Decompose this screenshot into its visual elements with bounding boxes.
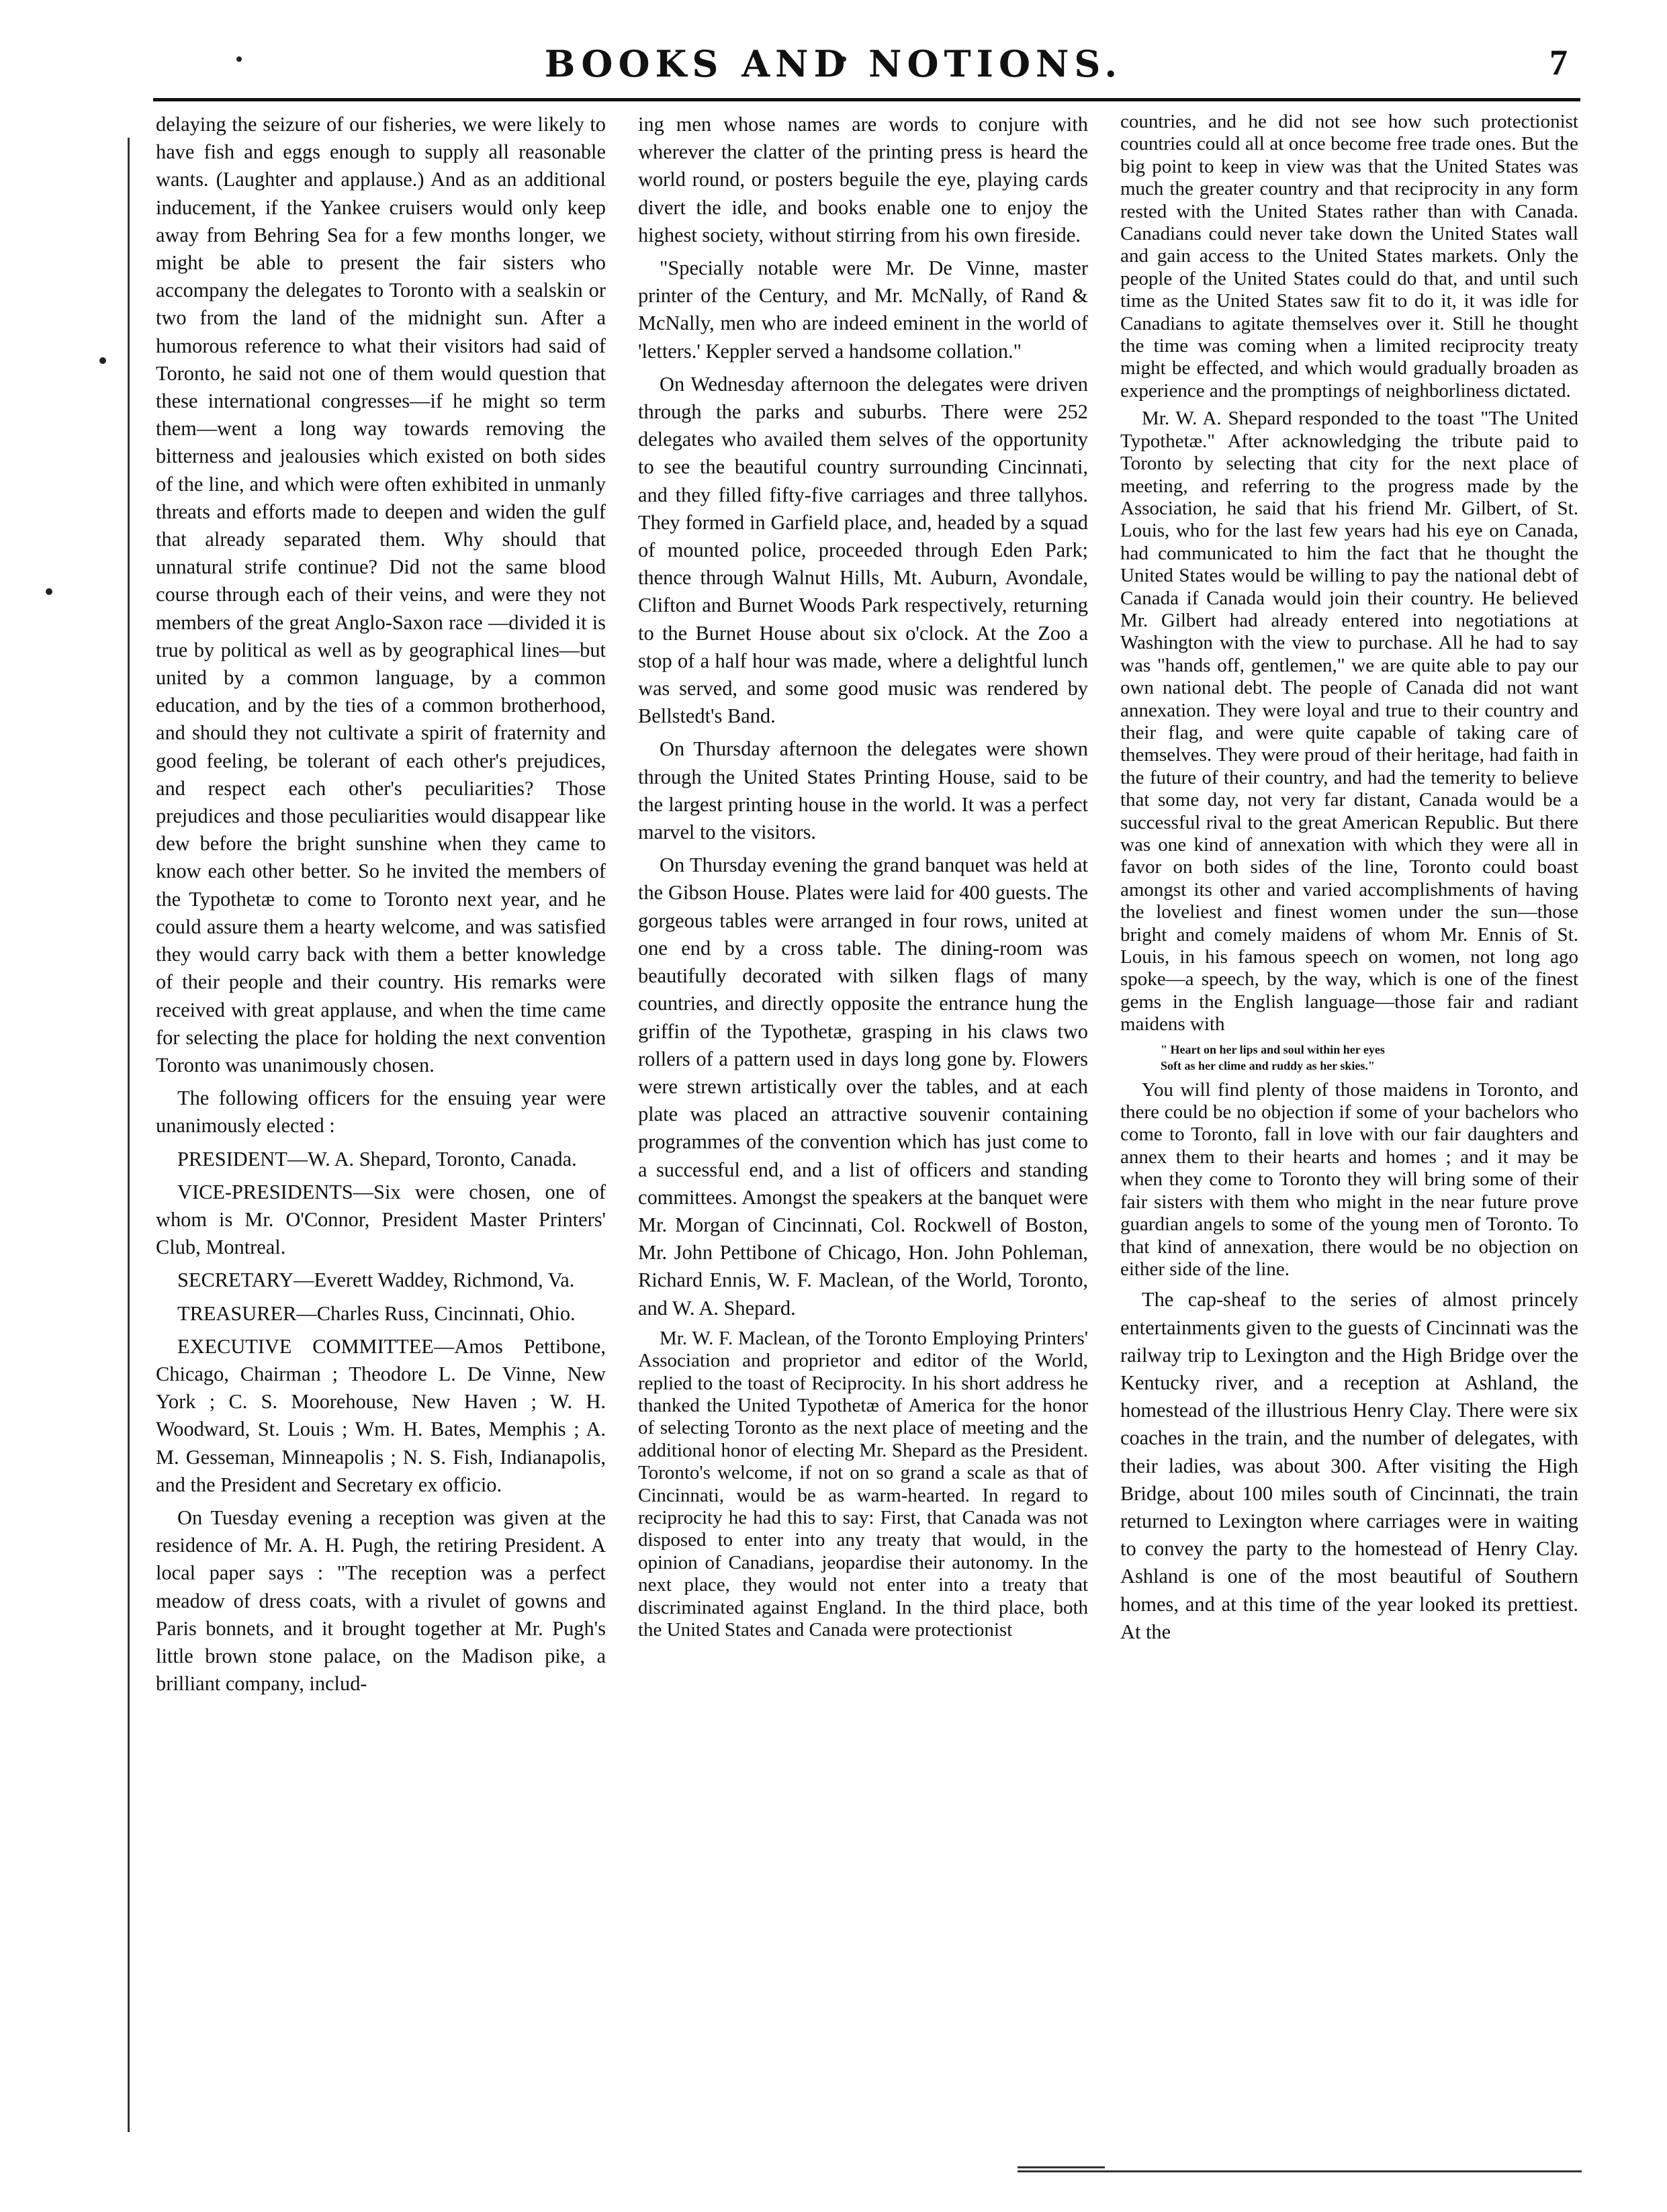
verse-quotation (1161, 1042, 1578, 1074)
paragraph: "Specially notable were Mr. De Vinne, master printer of the Century, and Mr. McNally, of Rand & McNally, men who are indeed eminent in the world of 'letters.' Keppler served a handsome collation." (638, 257, 1088, 363)
paragraph: On Wednesday afternoon the delegates were driven through the parks and suburbs. There were 252 delegates who availed them selves of the opportunity to see the beautiful country surrounding Cincinnati, and they filled fifty-five carriages and three tallyhos. They formed in Garfield place, and, headed by a squad of mounted police, proceeded through Eden Park; thence through Walnut Hills, Mt. Auburn, Avondale, Clifton and Burnet Woods Park respectively, returning to the Burnet House about six o'clock. At the Zoo a stop of a half hour was made, where a delightful lunch was served, and some good music was rendered by Bellstedt's Band. (638, 372, 1088, 728)
paragraph: On Thursday evening the grand banquet was held at the Gibson House. Plates were laid for 400 guests. The gorgeous tables were arranged in four rows, united at one end by a cross table. The dining-room was beautifully decorated with silken flags of many countries, and directly opposite the entrance hung the griffin of the Typothetæ, grasping in his claws two rollers of a pattern used in days long gone by. Flowers were strewn artistically over the tables, and at each plate was placed an attractive souvenir containing programmes of the convention which has just come to a successful end, and a list of officers and standing committees. Amongst the speakers at the banquet were Mr. Morgan of Cincinnati, Col. Rockwell of Boston, Mr. John Pettibone of Chicago, Hon. John Pohleman, Richard Ennis, W. F. Maclean, of the World, Toronto, and W. A. Shepard. (638, 854, 1088, 1320)
officer-line-vice-presidents: VICE-PRESIDENTS—Six were chosen, one of whom is Mr. O'Connor, President Master Printers' Club, Montreal. (156, 1180, 606, 1259)
verse-line: " Heart on her lips and soul within her eyes (1161, 1042, 1385, 1056)
running-title: BOOKS AND NOTIONS. (544, 42, 1123, 85)
header-rule (153, 98, 1580, 101)
column-1 (156, 111, 606, 2206)
officer-line-executive-committee: EXECUTIVE COMMITTEE—Amos Pettibone, Chicago, Chairman ; Theodore L. De Vinne, New York ; C. S. Moorehouse, New Haven ; W. H. Woodward, St. Louis ; Wm. H. Bates, Memphis ; A. M. Gesseman, Minneapolis ; N. S. Fish, Indianapolis, and the President and Secretary ex officio. (156, 1334, 606, 1496)
paragraph: On Thursday afternoon the delegates were shown through the United States Printing House, said to be the largest printing house in the world. It was a perfect marvel to the visitors. (638, 737, 1088, 844)
margin-dot (46, 588, 52, 595)
page-number: 7 (1549, 42, 1568, 83)
column-2 (638, 111, 1088, 2206)
officer-line-secretary: SECRETARY—Everett Waddey, Richmond, Va. (177, 1269, 575, 1292)
officer-line-president: PRESIDENT—W. A. Shepard, Toronto, Canada. (177, 1147, 577, 1170)
paragraph: The following officers for the ensuing year were unanimously elected : (156, 1087, 606, 1138)
paragraph: Mr. W. F. Maclean, of the Toronto Employing Printers' Association and proprietor and editor of the World, replied to the toast of Reciprocity. In his short address he thanked the United Typothetæ of America for the honor of selecting Toronto as the next place of meeting and the additional honor of electing Mr. Shepard as the President. Toronto's welcome, if not on so grand a scale as that of Cincinnati, would be as warm-hearted. In regard to reciprocity he had this to say: First, that Canada was not disposed to enter into any treaty that would, in the opinion of Canadians, jeopardise their autonomy. In the next place, they would not enter into a treaty that discriminated against England. In the third place, both the United States and Canada were protectionist (638, 1327, 1088, 1641)
paragraph: ing men whose names are words to conjure with wherever the clatter of the printing press is heard the world round, or posters beguile the eye, playing cards divert the idle, and books enable one to enjoy the highest society, without stirring from his own fireside. (638, 113, 1088, 246)
margin-dot (99, 357, 106, 364)
paragraph: You will find plenty of those maidens in Toronto, and there could be no objection if some of your bachelors who come to Toronto, fall in love with our fair daughters and annex them to their hearts and homes ; and it may be when they come to Toronto they will bring some of their fair sisters with them who might in the near future prove guardian angels to some of the young men of Toronto. To that kind of annexation, there would be no objection on either side of the line. (1120, 1078, 1578, 1280)
footer-rule (1018, 2170, 1582, 2172)
verse-line: Soft as her clime and ruddy as her skies." (1161, 1058, 1375, 1072)
paragraph: On Tuesday evening a reception was given at the residence of Mr. A. H. Pugh, the retiring President. A local paper says : "The reception was a perfect meadow of dress coats, with a rivulet of gowns and Paris bonnets, and it brought together at Mr. Pugh's little brown stone palace, on the Madison pike, a brilliant company, includ- (156, 1506, 606, 1696)
left-margin-rule (128, 138, 130, 2132)
page-header (0, 0, 1667, 101)
footer-rule (1018, 2166, 1105, 2168)
paragraph: Mr. W. A. Shepard responded to the toast "The United Typothetæ." After acknowledging the tribute paid to Toronto by selecting that city for the next place of meeting, and referring to the progress made by the Association, he said that his friend Mr. Gilbert, of St. Louis, who for the last few years had his eye on Canada, had communicated to him the fact that he thought the United States would be willing to pay the national debt of Canada if Canada would join their country. He believed Mr. Gilbert had already entered into negotiations at Washington with the view to purchase. All he had to say was "hands off, gentlemen," we are quite able to pay our own national debt. The people of Canada did not want annexation. They were loyal and true to their country and their flag, and were quite capable of taking care of themselves. They were proud of their heritage, had faith in the future of their country, and had the temerity to believe that some day, not very far distant, Canada would be a successful rival to the great American Republic. But there was one kind of annexation with which they were all in favor on both sides of the line, Toronto could boast amongst its other and varied accomplishments of having the loveliest and finest women under the sun—those bright and comely maidens of whom Mr. Ennis of St. Louis, in his famous speech on women, not long ago spoke—a speech, by the way, which is one of the finest gems in the English language—those fair and radiant maidens with (1120, 408, 1578, 1035)
paragraph: The cap-sheaf to the series of almost princely entertainments given to the guests of Cincinnati was the railway trip to Lexington and the High Bridge over the Kentucky river, and a reception at Ashland, the homestead of the illustrious Henry Clay. There were six coaches in the train, and the number of delegates, with their ladies, was about 300. After visiting the High Bridge, about 100 miles south of Cincinnati, the train returned to Lexington where carriages were in waiting to convey the party to the homestead of Henry Clay. Ashland is one of the most beautiful of Southern homes, and at this time of the year looked its prettiest. At the (1120, 1288, 1578, 1643)
column-3 (1120, 111, 1578, 2206)
paragraph: countries, and he did not see how such protectionist countries could all at once become free trade ones. But the big point to keep in view was that the United States was much the greater country and that reciprocity in any form rested with the United States rather than with Canada. Canadians could never take down the United States wall and gain access to the United States markets. Only the people of the United States could do that, and until such time as the United States saw fit to do it, it was idle for Canadians to agitate themselves over it. Still he thought the time was coming when a limited reciprocity treaty might be effected, and which would gradually broaden as experience and the promptings of neighborliness dictated. (1120, 111, 1578, 402)
officer-line-treasurer: TREASURER—Charles Russ, Cincinnati, Ohio. (177, 1301, 576, 1325)
paragraph: delaying the seizure of our fisheries, we were likely to have fish and eggs enough to supply all reasonable wants. (Laughter and applause.) And as an additional inducement, if the Yankee cruisers would only keep away from Behring Sea for a few months longer, we might be able to present the fair sisters who accompany the delegates to Toronto with a sealskin or two from the land of the midnight sun. After a humorous reference to what their visitors had said of Toronto, he said not one of them would question that these international congresses—if he might so term them—went a long way towards removing the bitterness and jealousies which existed on both sides of the line, and which were often exhibited in unmanly threats and efforts made to deepen and widen the gulf that already separated them. Why should that unnatural strife continue? Did not the same blood course through each of their veins, and were they not members of the great Anglo-Saxon race —divided it is true by political as well as by geographical lines—but united by a common language, by a common education, and by the ties of a common brotherhood, and should they not cultivate a spirit of fraternity and good feeling, be tolerant of each other's prejudices, and respect each other's peculiarities? Those prejudices and those peculiarities would disappear like dew before the bright sunshine when they came to know each other better. So he invited the members of the Typothetæ to come to Toronto next year, and he could assure them a hearty welcome, and was satisfied they would carry back with them a better knowledge of their people and their country. His remarks were received with great applause, and when the time came for selecting the place for holding the next convention Toronto was unanimously chosen. (156, 113, 606, 1076)
